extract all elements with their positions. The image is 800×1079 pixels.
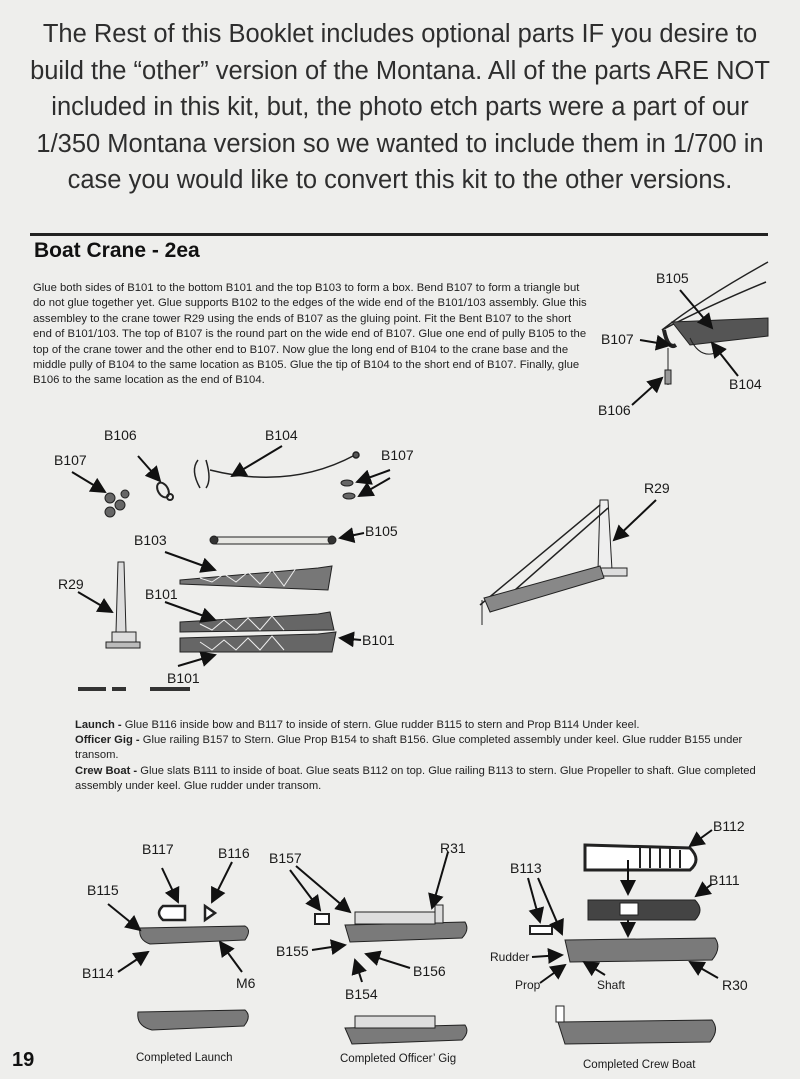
label-b155: B155	[276, 943, 309, 959]
part-b103	[180, 566, 332, 590]
label-b107-top: B107	[601, 331, 634, 347]
part-b101-pair	[180, 612, 336, 652]
label-b117: B117	[142, 841, 174, 857]
label-b156: B156	[413, 963, 446, 979]
label-b106: B106	[104, 427, 137, 443]
cropped-heading-remnant	[78, 684, 218, 694]
gig-text: Glue railing B157 to Stern. Glue Prop B154 to shaft B156. Glue completed assembly under keel. Glue rudder B155 under transom.	[75, 734, 743, 762]
label-b104-top: B104	[729, 376, 762, 392]
part-b105	[210, 536, 336, 544]
completed-crew-boat-drawing	[556, 1006, 716, 1044]
label-b111: B111	[709, 872, 740, 888]
boats-instructions	[75, 718, 765, 794]
launch-text: Glue B116 inside bow and B117 to inside of stern. Glue rudder B115 to stern and Prop B114 Under keel.	[124, 719, 640, 731]
caption-completed-launch: Completed Launch	[136, 1052, 233, 1064]
gig-title: Officer Gig -	[75, 734, 143, 747]
intro-notice: The Rest of this Booklet includes optional parts IF you desire to build the “other” version of the Montana. All of the parts ARE NOT included in this kit, but, the photo etch parts were a part of our 1/350 Montana version so we wanted to include them in 1/700 in case you would like to convert this kit to the other versions.	[30, 20, 770, 194]
label-r29-left: R29	[58, 576, 84, 592]
label-b154: B154	[345, 986, 378, 1002]
label-m6: M6	[236, 975, 256, 991]
launch-title: Launch -	[75, 719, 125, 731]
assembled-crane-drawing	[480, 500, 627, 625]
label-b104: B104	[265, 427, 298, 443]
crew-text: Glue slats B111 to inside of boat. Glue seats B112 on top. Glue railing B113 to stern. Glue Propeller to shaft. Glue completed assembly under keel. Glue rudder under transom.	[75, 764, 756, 792]
gig-parts	[315, 905, 467, 942]
launch-parts	[140, 906, 249, 944]
label-b116: B116	[218, 845, 250, 861]
label-r29-right: R29	[644, 480, 670, 496]
label-b105: B105	[365, 523, 398, 539]
label-rudder: Rudder	[490, 950, 530, 964]
part-b104	[194, 452, 359, 488]
label-b114: B114	[82, 965, 114, 981]
crew-boat-parts	[530, 845, 718, 962]
label-prop: Prop	[515, 978, 541, 992]
completed-launch-drawing	[138, 1010, 248, 1030]
label-b112: B112	[713, 818, 745, 834]
crew-title: Crew Boat -	[75, 764, 141, 777]
part-b106	[155, 481, 173, 500]
boat-crane-instructions: Glue both sides of B101 to the bottom B101 and the top B103 to form a box. Bend B107 to form a triangle but do not glue together yet. Glue supports B102 to the edges of the wide end of the B101/103 assembly. Glue this assembley to the crane tower R29 using the ends of B107 as the gluing point. Fit the Bent B107 to the short end of B101/103. The top of B107 is the round part on the wide end of B107. Glue one end of pully B105 to the top of the crane tower and the other end to B107. Now glue the long end of B104 to the crane base and the middle pully of B104 to the same location as B105. Glue the tip of B104 to the short end of B107. Finally, glue B106 to the same location as the end of B104.	[33, 282, 587, 387]
label-b106-top: B106	[598, 402, 631, 418]
caption-completed-crew-boat: Completed Crew Boat	[583, 1059, 696, 1071]
label-r30: R30	[722, 977, 748, 993]
label-b105-top: B105	[656, 270, 689, 286]
label-b101-c: B101	[167, 670, 200, 686]
part-b107-right	[341, 480, 355, 499]
label-b101-b: B101	[362, 632, 395, 648]
label-shaft: Shaft	[597, 978, 626, 992]
caption-completed-gig: Completed Officer’ Gig	[340, 1053, 457, 1065]
boat-crane-heading: Boat Crane - 2ea	[34, 239, 200, 262]
label-b107-right: B107	[381, 447, 414, 463]
label-b103: B103	[134, 532, 167, 548]
label-b107-left: B107	[54, 452, 87, 468]
label-r31: R31	[440, 840, 466, 856]
label-b157: B157	[269, 850, 302, 866]
label-b101-a: B101	[145, 586, 178, 602]
part-b107-left	[105, 490, 129, 517]
completed-gig-drawing	[345, 1016, 467, 1044]
label-b113: B113	[510, 860, 542, 876]
label-b115: B115	[87, 882, 119, 898]
page-number: 19	[12, 1049, 35, 1071]
part-r29-tower	[106, 562, 140, 648]
